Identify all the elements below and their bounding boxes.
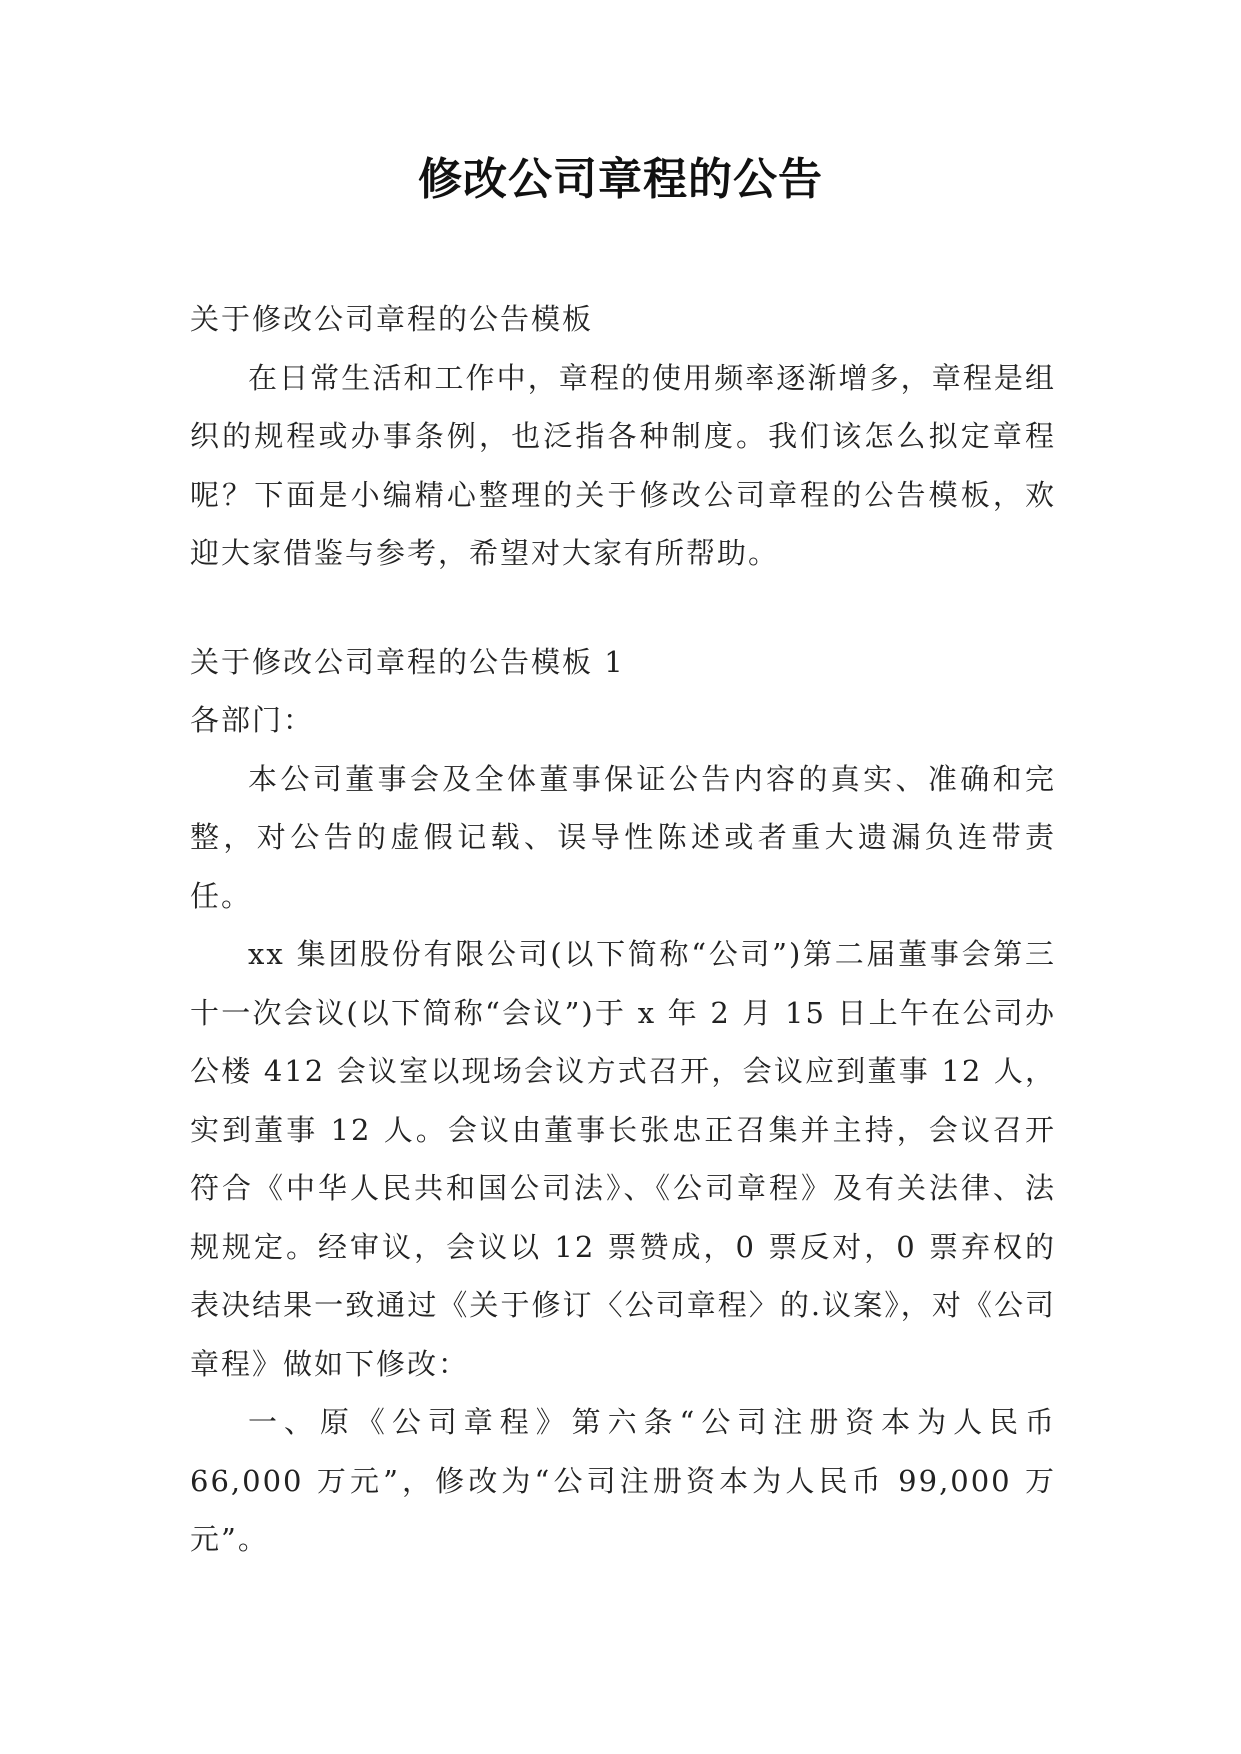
subtitle: 关于修改公司章程的公告模板 (190, 302, 594, 336)
page-title: 修改公司章程的公告 (418, 154, 823, 205)
section-heading: 关于修改公司章程的公告模板 1 (190, 644, 625, 679)
salutation: 各部门： (190, 703, 315, 737)
body-paragraph-1: 本公司董事会及全体董事保证公告内容的真实、准确和完整，对公告的虚假记载、误导性陈述或者重大遗漏负连带责任。 (190, 761, 1056, 913)
intro-paragraph: 在日常生活和工作中，章程的使用频率逐渐增多，章程是组织的规程或办事条例，也泛指各种制度。我们该怎么拟定章程呢？下面是小编精心整理的关于修改公司章程的公告模板，欢迎大家借鉴与参考，希望对大家有所帮助。 (190, 360, 1056, 570)
document-body (190, 290, 1056, 1569)
body-paragraph-2: xx 集团股份有限公司(以下简称“公司”)第二届董事会第三十一次会议(以下简称“会议”)于 x 年 2 月 15 日上午在公司办公楼 412 会议室以现场会议方式召开，会议应到董事 12 人，实到董事 12 人。会议由董事长张忠正召集并主持，会议召开符合《中华人民共和国公司法》、《公司章程》及有关法律、法规规定。经审议，会议以 12 票赞成，0 票反对，0 票弃权的表决结果一致通过《关于修订〈公司章程〉的.议案》，对《公司章程》做如下修改： (190, 937, 1056, 1381)
body-paragraph-3: 一、原《公司章程》第六条“公司注册资本为人民币 66,000 万元”，修改为“公司注册资本为人民币 99,000 万元”。 (190, 1405, 1056, 1556)
